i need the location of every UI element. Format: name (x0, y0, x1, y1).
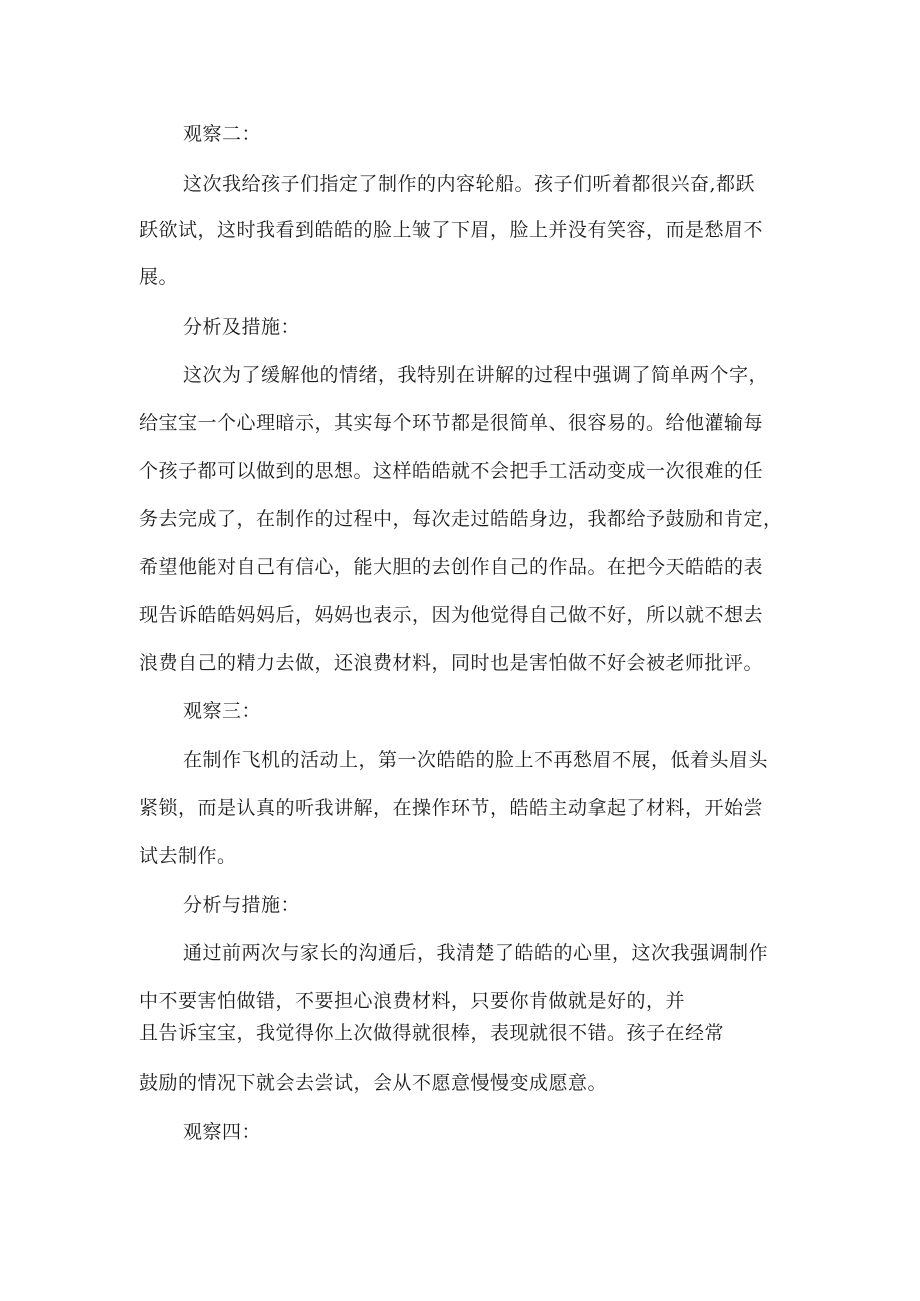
paragraph-line: 在制作飞机的活动上，第一次皓皓的脸上不再愁眉不展，低着头眉头 (183, 749, 769, 771)
paragraph-line: 希望他能对自己有信心，能大胆的去创作自己的作品。在把今天皓皓的表 (139, 556, 764, 578)
heading-observation-4: 观察四： (183, 1121, 262, 1143)
paragraph-line: 试去制作。 (139, 845, 237, 867)
paragraph-line: 中不要害怕做错，不要担心浪费材料，只要你肯做就是好的，并 (139, 990, 686, 1012)
paragraph-line: 给宝宝一个心理暗示，其实每个环节都是很简单、很容易的。给他灌输每 (139, 412, 764, 434)
paragraph-line: 这次我给孩子们指定了制作的内容轮船。孩子们听着都很兴奋,都跃 (183, 173, 756, 195)
paragraph-line: 且告诉宝宝，我觉得你上次做得就很棒，表现就很不错。孩子在经常 (139, 1022, 725, 1044)
heading-analysis-2: 分析与措施： (183, 894, 301, 916)
paragraph-line: 通过前两次与家长的沟通后，我清楚了皓皓的心里，这次我强调制作 (183, 942, 769, 964)
heading-observation-3: 观察三： (183, 700, 262, 722)
heading-observation-2: 观察二： (183, 123, 262, 145)
paragraph-line: 紧锁，而是认真的听我讲解，在操作环节，皓皓主动拿起了材料，开始尝 (139, 797, 764, 819)
paragraph-line: 个孩子都可以做到的思想。这样皓皓就不会把手工活动变成一次很难的任 (139, 460, 764, 482)
paragraph-line: 跃欲试，这时我看到皓皓的脸上皱了下眉，脸上并没有笑容，而是愁眉不 (139, 219, 764, 241)
paragraph-line: 浪费自己的精力去做，还浪费材料，同时也是害怕做不好会被老师批评。 (139, 652, 764, 674)
paragraph-line: 这次为了缓解他的情绪，我特别在讲解的过程中强调了简单两个字， (183, 364, 769, 386)
heading-analysis-1: 分析及措施： (183, 316, 301, 338)
paragraph-line: 展。 (139, 266, 179, 288)
paragraph-line: 务去完成了，在制作的过程中，每次走过皓皓身边，我都给予鼓励和肯定， (139, 508, 783, 530)
paragraph-line: 鼓励的情况下就会去尝试，会从不愿意慢慢变成愿意。 (139, 1072, 608, 1094)
paragraph-line: 现告诉皓皓妈妈后，妈妈也表示，因为他觉得自己做不好，所以就不想去 (139, 604, 764, 626)
